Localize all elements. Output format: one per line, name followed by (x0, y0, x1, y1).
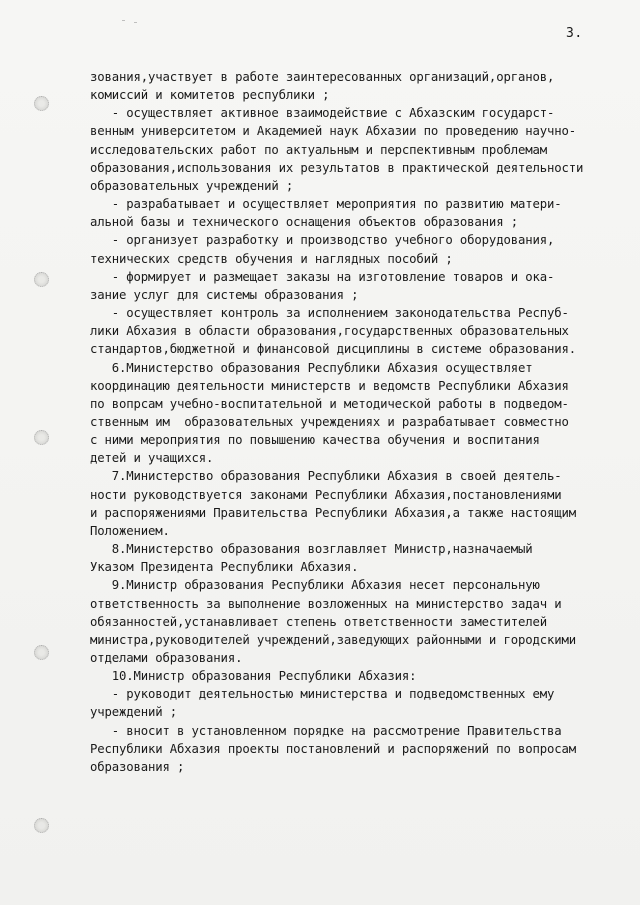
text-line: зание услуг для системы образования ; (90, 287, 359, 302)
text-line: зования,участвует в работе заинтересованных организаций,органов, (90, 70, 555, 84)
text-line: учреждений ; (90, 705, 178, 720)
text-line: координацию деятельности министерств и ведомств Республики Абхазия (90, 378, 569, 393)
text-line: образовательных учреждений ; (90, 178, 294, 193)
text-line: ответственность за выполнение возложенных на министерство задач и (90, 596, 562, 611)
text-line: отделами образования. (90, 651, 243, 665)
text-line: с ними мероприятия по повышению качества обучения и воспитания (90, 433, 540, 448)
text-line: - формирует и размещает заказы на изготовление товаров и ока- (90, 269, 555, 284)
text-line: Республики Абхазия проекты постановлений и распоряжений по вопросам (90, 741, 576, 756)
paper-speck (134, 22, 137, 23)
punch-hole-mark (34, 818, 49, 833)
page-number: 3. (566, 26, 583, 41)
text-line: министра,руководителей учреждений,заведующих районными и городскими (90, 632, 576, 647)
punch-hole-mark (34, 645, 49, 660)
text-line: Положением. (90, 523, 170, 538)
punch-hole-mark (34, 272, 49, 287)
text-line: образования ; (90, 759, 185, 774)
text-line: 7.Министерство образования Республики Абхазия в своей деятель- (90, 469, 562, 484)
text-line: исследовательских работ по актуальным и перспективным проблемам (90, 142, 547, 157)
text-line: - осуществляет активное взаимодействие с Абхазским государст- (90, 106, 555, 121)
text-line: альной базы и технического оснащения объектов образования ; (90, 215, 518, 230)
text-line: обязанностей,устанавливает степень ответственности заместителей (90, 614, 547, 629)
text-line: Указом Президента Республики Абхазия. (90, 560, 359, 575)
text-line: 8.Министерство образования возглавляет Министр,назначаемый (90, 542, 533, 557)
text-line: - организует разработку и производство учебного оборудования, (90, 233, 555, 248)
text-line: технических средств обучения и наглядных пособий ; (90, 251, 453, 266)
text-line: ственным им образовательных учреждениях и разрабатывает совместно (90, 414, 569, 429)
text-line: ности руководствуется законами Республики Абхазия,постановлениями (90, 487, 562, 502)
text-line: 6.Министерство образования Республики Абхазия осуществляет (90, 360, 533, 375)
punch-hole-mark (34, 96, 49, 111)
text-line: комиссий и комитетов республики ; (90, 88, 330, 103)
text-line: образования,использования их результатов в практической деятельности (90, 160, 584, 175)
text-line: - разрабатывает и осуществляет мероприятия по развитию матери- (90, 197, 562, 212)
text-line: венным университетом и Академией наук Абхазии по проведению научно- (90, 124, 576, 139)
text-line: 9.Министр образования Республики Абхазия несет персональную (90, 578, 540, 593)
punch-hole-mark (34, 430, 49, 445)
text-line: - руководит деятельностью министерства и подведомственных ему (90, 687, 555, 702)
text-line: - осуществляет контроль за исполнением законодательства Респуб- (90, 306, 569, 321)
text-line: 10.Министр образования Республики Абхазия: (90, 669, 417, 684)
text-line: и распоряжениями Правительства Республики Абхазия,а также настоящим (90, 505, 576, 520)
text-line: стандартов,бюджетной и финансовой дисциплины в системе образования. (90, 342, 576, 357)
text-line: лики Абхазия в области образования,государственных образовательных (90, 324, 569, 339)
text-line: - вносит в установленном порядке на рассмотрение Правительства (90, 723, 562, 738)
document-body (90, 68, 625, 776)
text-line: по вопрсам учебно-воспитательной и методической работы в подведом- (90, 396, 569, 411)
text-line: детей и учащихся. (90, 451, 214, 466)
paper-speck (122, 20, 125, 21)
